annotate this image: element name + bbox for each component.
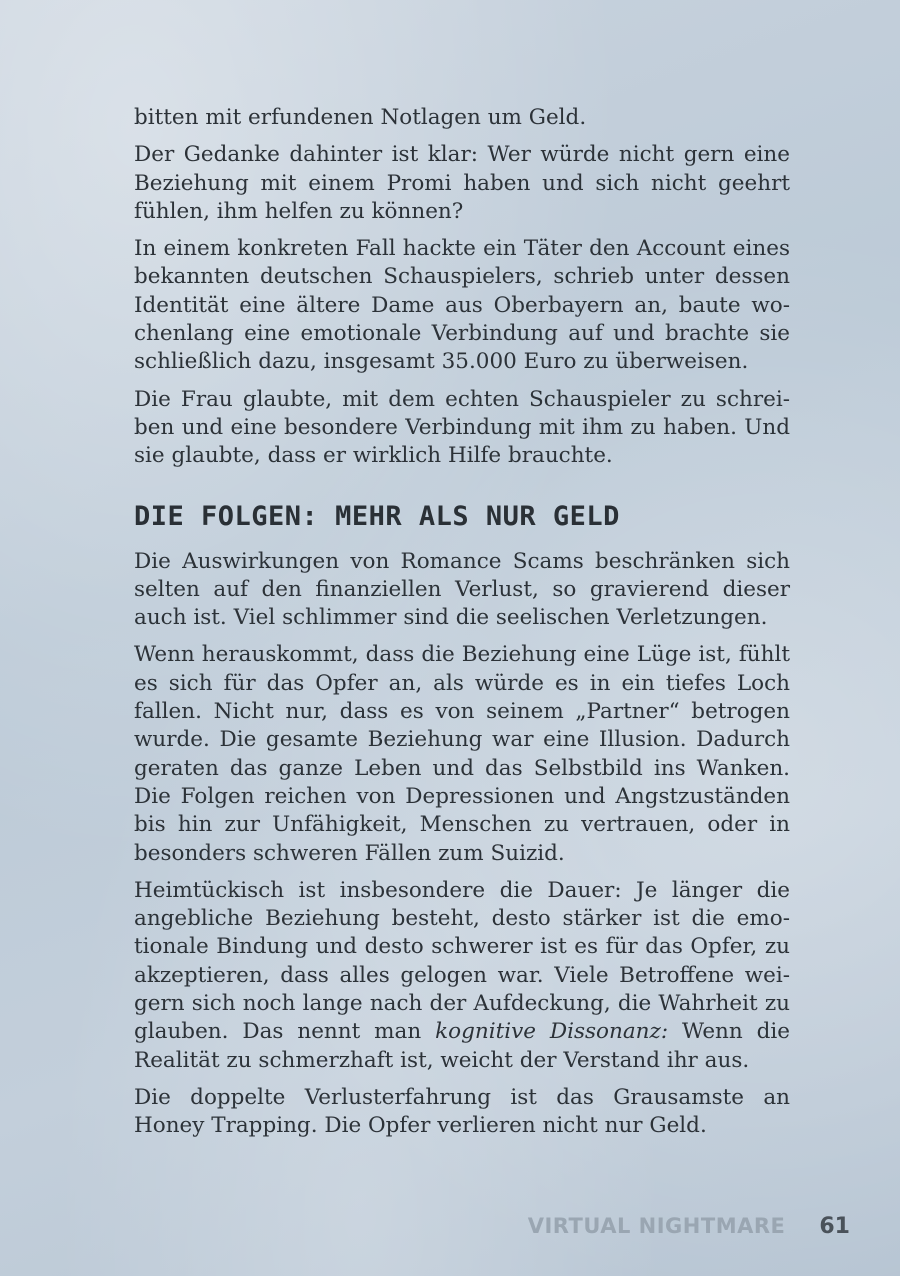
paragraph-promi: Der Gedanke dahinter ist klar: Wer würde nicht gern eine Beziehung mit einem Promi haben und sich nicht geehrt fühlen, ihm helfen zu können? bbox=[134, 142, 790, 224]
section-heading: DIE FOLGEN: MEHR ALS NUR GELD bbox=[134, 500, 620, 532]
paragraph-effects: Die Auswirkungen von Romance Scams beschränken sich selten auf den finanziellen Verlust, so gravierend dieser auch ist. Viel schlimmer sind die seelischen Verletzungen. bbox=[134, 548, 790, 631]
paragraph-continuation: bitten mit erfundenen Notlagen um Geld. bbox=[134, 105, 587, 130]
dissonance-text-after: Wenn die Realität zu schmerzhaft ist, weicht der Verstand ihr aus. bbox=[134, 1019, 791, 1073]
page-number: 61 bbox=[819, 1214, 850, 1239]
paragraph-consequences: Wenn herauskommt, dass die Beziehung eine Lüge ist, fühlt es sich für das Opfer an, als würde es in ein tiefes Loch fallen. Nicht nur, dass es von seinem „Partner“ betrogen wurde. Die gesamte Beziehung war eine Illusion. Dadurch geraten das ganze Leben und das Selbstbild ins Wanken. Die Folgen reichen von Depressionen und Angstzuständen bis hin zur Unfähigkeit, Menschen zu vertrauen, oder in besonders schweren Fällen zum Suizid. bbox=[134, 642, 790, 866]
dissonance-text-before: Heimtückisch ist insbesondere die Dauer: Je länger die angebliche Beziehung besteht, desto stärker ist die emotionale Bindung und desto schwerer ist es für das Opfer, zu akzeptieren, dass alles gelogen war. Viele Betroffene weigern sich noch lange nach der Aufdeckung, die Wahrheit zu glauben. Das nennt man bbox=[134, 877, 790, 1045]
paragraph-last: Die doppelte Verlusterfahrung ist das Grausamste an Honey Trapping. Die Opfer verlieren nicht nur Geld. bbox=[134, 1084, 790, 1139]
book-title: VIRTUAL NIGHTMARE bbox=[527, 1214, 786, 1238]
page-content bbox=[134, 104, 790, 1150]
page-footer bbox=[528, 1214, 850, 1239]
dissonance-term: kognitive Dissonanz: bbox=[435, 1019, 669, 1045]
paragraph-victim-belief: Die Frau glaubte, mit dem echten Schauspieler zu schreiben und eine besondere Verbindung mit ihm zu haben. Und sie glaubte, dass er wirklich Hilfe brauchte. bbox=[134, 386, 790, 469]
paragraph-dissonance bbox=[134, 877, 790, 1075]
paragraph-case: In einem konkreten Fall hackte ein Täter den Account eines bekannten deutschen Schauspielers, schrieb unter dessen Identität eine ältere Dame aus Oberbayern an, baute wochenlang eine emotionale Verbindung auf und brachte sie schließlich dazu, insgesamt 35.000 Euro zu überweisen. bbox=[134, 236, 790, 375]
